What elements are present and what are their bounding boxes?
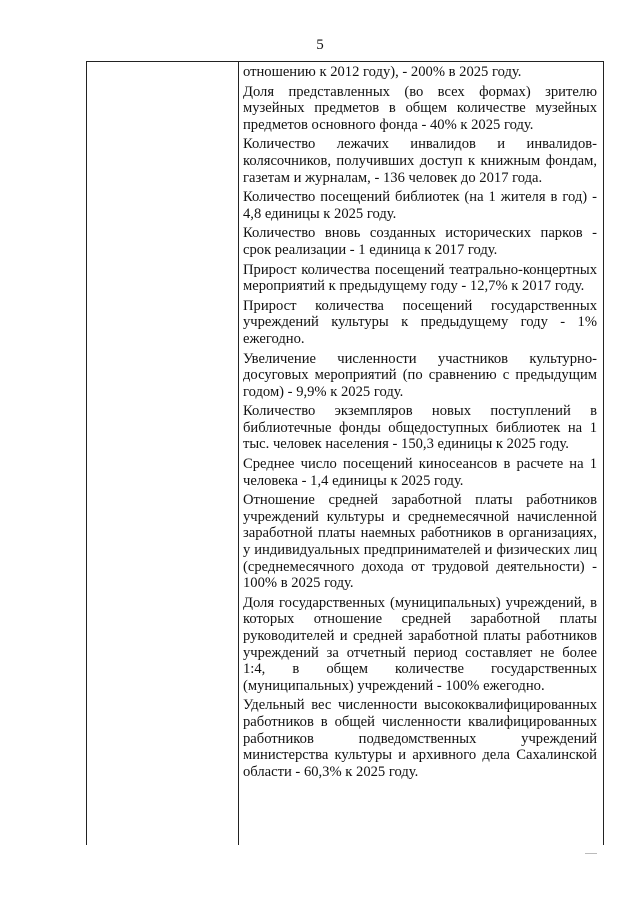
indicator-paragraph: Увеличение численности участников культурно-досуговых мероприятий (по сравнению с предыдущим годом) - 9,9% к 2025 году.	[243, 350, 597, 400]
indicator-paragraph: Среднее число посещений киносеансов в расчете на 1 человека - 1,4 единицы к 2025 году.	[243, 456, 597, 489]
table-left-column	[87, 62, 239, 845]
indicator-paragraph: Доля государственных (муниципальных) учреждений, в которых отношение средней заработной платы руководителей и средней заработной платы работников учреждений за отчетный период составляет не более 1:4, в общем количестве государственных (муниципальных) учреждений - 100% ежегодно.	[243, 594, 597, 694]
indicator-paragraph: Количество вновь созданных исторических парков - срок реализации - 1 единица к 2017 году.	[243, 225, 597, 258]
indicator-paragraph: Отношение средней заработной платы работников учреждений культуры и среднемесячной начисленной заработной платы наемных работников в организациях, у индивидуальных предпринимателей и физических лиц (среднемесячного дохода от трудовой деятельности) - 100% в 2025 году.	[243, 492, 597, 592]
indicator-paragraph: Прирост количества посещений государственных учреждений культуры к предыдущему году - 1% ежегодно.	[243, 297, 597, 347]
indicator-paragraph: отношению к 2012 году), - 200% в 2025 году.	[243, 64, 522, 80]
table-right-column	[243, 62, 597, 782]
indicator-paragraph: Количество экземпляров новых поступлений в библиотечные фонды общедоступных библиотек на 1 тыс. человек населения - 150,3 единицы к 2025 году.	[243, 403, 597, 453]
indicator-paragraph: Доля представленных (во всех формах) зрителю музейных предметов в общем количестве музейных предметов основного фонда - 40% к 2025 году.	[243, 83, 597, 133]
indicator-paragraph: Прирост количества посещений театрально-концертных мероприятий к предыдущему году - 12,7% к 2017 году.	[243, 261, 597, 295]
page-number: 5	[316, 37, 324, 53]
scan-mark	[585, 853, 597, 854]
indicator-paragraph: Количество лежачих инвалидов и инвалидов-колясочников, получивших доступ к книжным фондам, газетам и журналам, - 136 человек до 2017 года.	[243, 136, 597, 186]
indicator-paragraph: Количество посещений библиотек (на 1 жителя в год) - 4,8 единицы к 2025 году.	[243, 189, 597, 222]
indicator-paragraph: Удельный вес численности высококвалифицированных работников в общей численности квалифицированных работников подведомственных учреждений министерства культуры и архивного дела Сахалинской области - 60,3% к 2025 году.	[243, 697, 597, 780]
document-table	[86, 61, 604, 845]
